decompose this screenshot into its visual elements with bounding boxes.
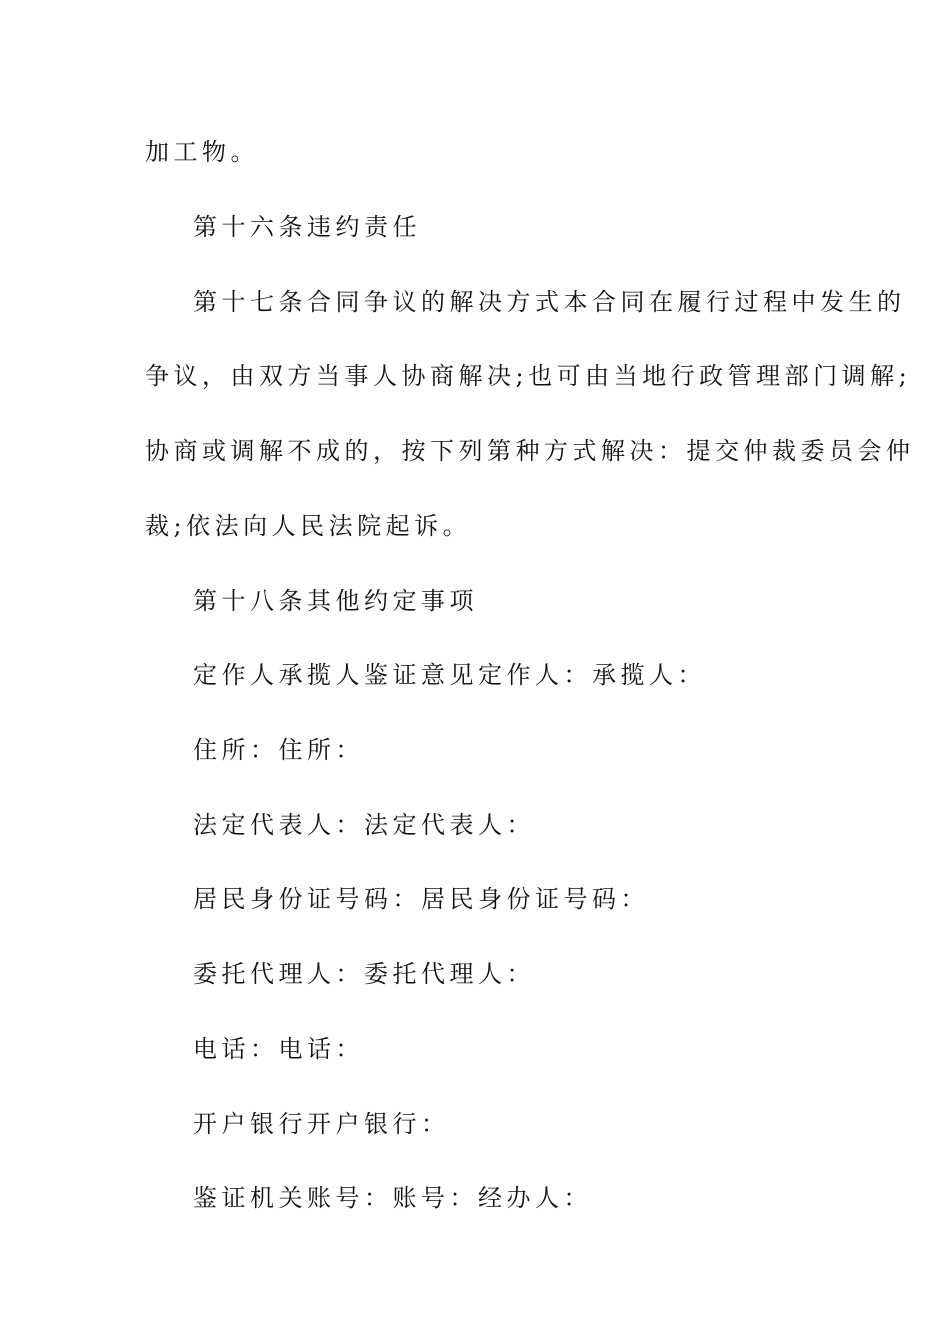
text-line-continuation: 加工物。 <box>145 138 259 166</box>
article-16-heading: 第十六条违约责任 <box>193 213 421 241</box>
legal-representative-line: 法定代表人：法定代表人： <box>193 811 535 839</box>
id-number-line: 居民身份证号码：居民身份证号码： <box>193 885 649 913</box>
article-17-line-4: 裁;依法向人民法院起诉。 <box>145 512 472 540</box>
agent-line: 委托代理人：委托代理人： <box>193 960 535 988</box>
article-17-line-1: 第十七条合同争议的解决方式本合同在履行过程中发生的 <box>193 288 906 316</box>
phone-line: 电话：电话： <box>193 1035 364 1063</box>
address-line: 住所：住所： <box>193 736 364 764</box>
article-18-heading: 第十八条其他约定事项 <box>193 587 478 615</box>
account-line: 鉴证机关账号：账号：经办人： <box>193 1184 592 1212</box>
signature-parties-line: 定作人承揽人鉴证意见定作人：承揽人： <box>193 661 706 689</box>
article-17-line-2: 争议，由双方当事人协商解决;也可由当地行政管理部门调解; <box>145 362 912 390</box>
bank-line: 开户银行开户银行： <box>193 1110 450 1138</box>
article-17-line-3: 协商或调解不成的，按下列第种方式解决：提交仲裁委员会仲 <box>145 437 915 465</box>
